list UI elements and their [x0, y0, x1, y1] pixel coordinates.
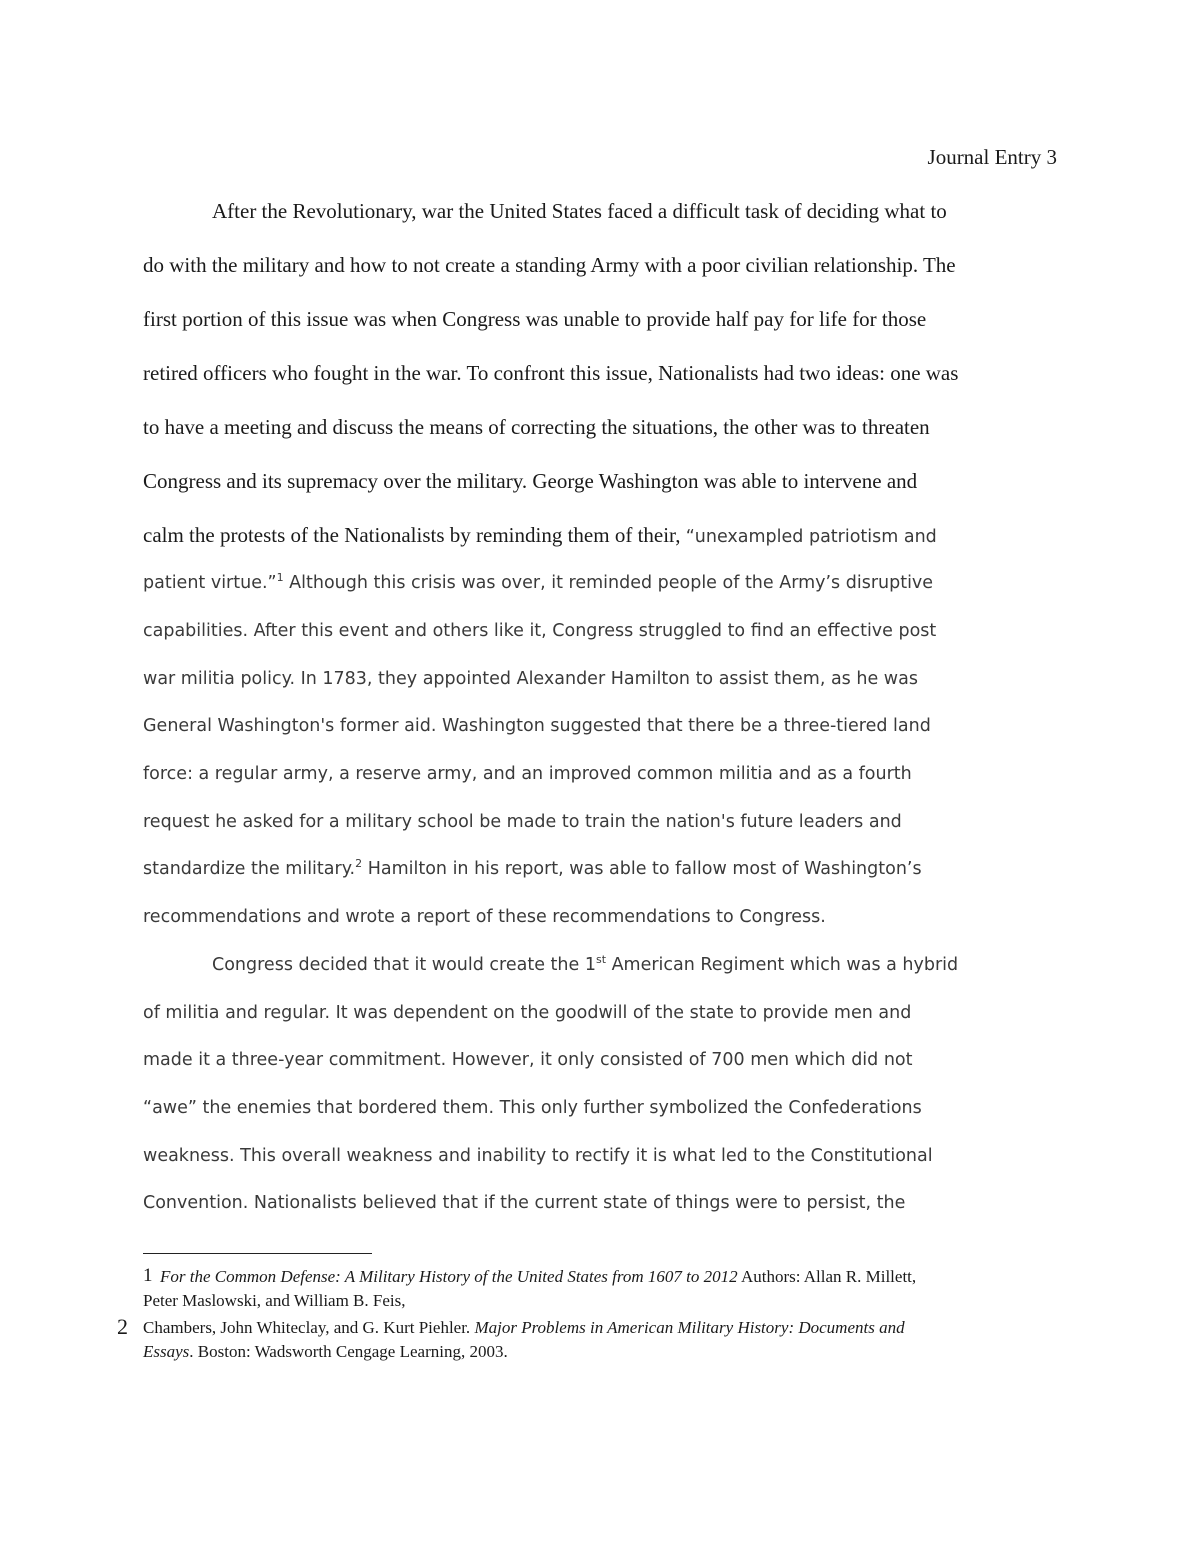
para1-line-14-rest: Hamilton in his report, was able to fallow most of Washington’s [362, 859, 922, 879]
para1-line-14 [143, 852, 922, 886]
para1-line-8-rest: Although this crisis was over, it reminded people of the Army’s disruptive [283, 573, 934, 593]
footnote-1-number: 1 [143, 1265, 153, 1286]
para1-line-5: to have a meeting and discuss the means of correcting the situations, the other was to threaten [143, 415, 930, 439]
footnote-2-line-1 [143, 1316, 905, 1340]
footnote-separator [143, 1253, 372, 1254]
para2-line-1 [212, 948, 958, 982]
footnote-1-line-2: Peter Maslowski, and William B. Feis, [143, 1291, 406, 1310]
para1-line-13: request he asked for a military school be made to train the nation's future leaders and [143, 812, 902, 832]
footnote-ref-1[interactable]: 1 [276, 571, 284, 585]
para2-line-4: “awe” the enemies that bordered them. This only further symbolized the Confederations [143, 1098, 922, 1118]
footnote-2-line-2 [143, 1340, 508, 1364]
para1-line-3: first portion of this issue was when Congress was unable to provide half pay for life for those [143, 307, 927, 331]
para1-line-15: recommendations and wrote a report of these recommendations to Congress. [143, 907, 826, 927]
para1-line-10: war militia policy. In 1783, they appointed Alexander Hamilton to assist them, as he was [143, 669, 918, 689]
footnote-2-publisher: . Boston: Wadsworth Cengage Learning, 2003. [189, 1342, 508, 1361]
para2-line-2: of militia and regular. It was dependent on the goodwill of the state to provide men and [143, 1003, 912, 1023]
para1-line-12: force: a regular army, a reserve army, and an improved common militia and as a fourth [143, 764, 912, 784]
footnote-1-line-1 [160, 1265, 916, 1289]
para2-line-1-rest: American Regiment which was a hybrid [606, 955, 959, 975]
footnote-2-authors: Chambers, John Whiteclay, and G. Kurt Piehler. [143, 1318, 475, 1337]
para2-line-3: made it a three-year commitment. However, it only consisted of 700 men which did not [143, 1050, 913, 1070]
ordinal-suffix: st [595, 953, 607, 967]
para1-line-6: Congress and its supremacy over the military. George Washington was able to intervene and [143, 469, 918, 493]
para1-line-1: After the Revolutionary, war the United States faced a difficult task of deciding what to [212, 199, 947, 223]
page-header: Journal Entry 3 [927, 145, 1057, 169]
para1-line-8-quote-end: patient virtue.” [143, 573, 277, 593]
para1-line-7-quote: “unexampled patriotism and [685, 527, 937, 547]
para1-line-14-start: standardize the military. [143, 859, 356, 879]
para1-line-11: General Washington's former aid. Washington suggested that there be a three-tiered land [143, 716, 931, 736]
para1-line-8 [143, 566, 933, 600]
footnote-2-number: 2 [117, 1314, 128, 1339]
para2-line-5: weakness. This overall weakness and inability to rectify it is what led to the Constitutional [143, 1146, 933, 1166]
footnote-1-title: For the Common Defense: A Military History of the United States from 1607 to 2012 [160, 1267, 738, 1286]
para1-line-4: retired officers who fought in the war. To confront this issue, Nationalists had two ideas: one was [143, 361, 959, 385]
para2-line-6: Convention. Nationalists believed that if the current state of things were to persist, the [143, 1193, 906, 1213]
para1-line-2: do with the military and how to not create a standing Army with a poor civilian relationship. The [143, 253, 956, 277]
para1-line-7 [143, 518, 937, 552]
para1-line-7-serif: calm the protests of the Nationalists by reminding them of their, [143, 523, 686, 547]
footnote-ref-2[interactable]: 2 [355, 857, 363, 871]
footnote-1-authors: Authors: Allan R. Millett, [737, 1267, 917, 1286]
footnote-2-title-cont: Essays [143, 1342, 190, 1361]
footnote-2-title: Major Problems in American Military History: Documents and [474, 1318, 905, 1337]
para2-line-1-start: Congress decided that it would create the 1 [212, 955, 596, 975]
para1-line-9: capabilities. After this event and others like it, Congress struggled to find an effective post [143, 621, 937, 641]
